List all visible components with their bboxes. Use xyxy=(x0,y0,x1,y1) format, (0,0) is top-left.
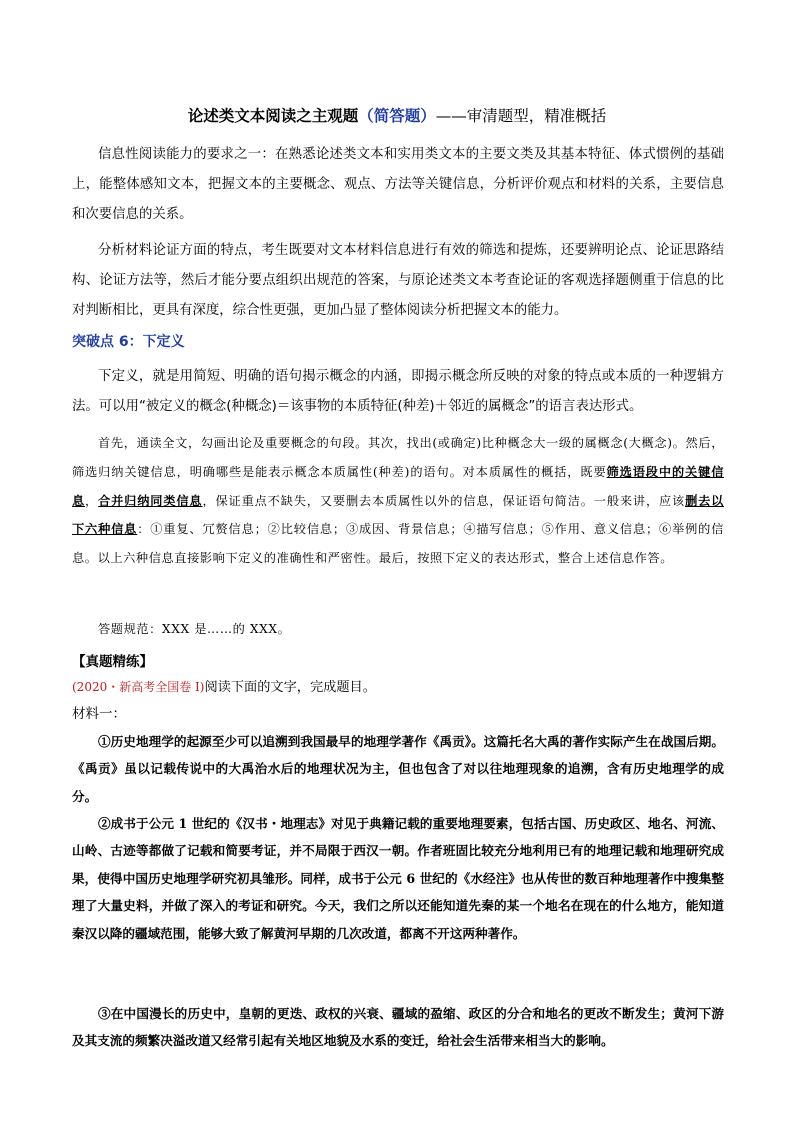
material-paragraph-2: ②成书于公元 1 世纪的《汉书・地理志》对见于典籍记载的重要地理要素，包括古国、历史政区、地名、河流、山岭、古迹等都做了记载和简要考证，并不局限于西汉一朝。作者班固比较充分地利用已有的地理记载和地理研究成果，使得中国历史地理学研究初具雏形。同样，成书于公元 6 世纪的《水经注》也从传世的数百种地理著作中搜集整理了大量史料，并做了深入的考证和研究。今天，我们之所以还能知道先秦的某一个地名在现在的什么地方，能知道秦汉以降的疆域范围，能够大致了解黄河早期的几次改道，都离不开这两种著作。 xyxy=(72,816,724,941)
method-underline-2: 合并归纳同类信息 xyxy=(98,493,203,508)
material-paragraph-1: ①历史地理学的起源至少可以追溯到我国最早的地理学著作《禹贡》。这篇托名大禹的著作实际产生在战国后期。《禹贡》虽以记载传说中的大禹治水后的地理状况为主，但也包含了对以往地理现象的追溯，含有历史地理学的成分。 xyxy=(72,734,724,804)
method-underline-3: 删去以下六种信息 xyxy=(72,493,724,537)
title-tail: ——审清题型，精准概括 xyxy=(435,107,607,125)
intro-paragraph-2: 分析材料论证方面的特点，考生既要对文本材料信息进行有效的筛选和提炼，还要辨明论点、论证思路结构、论证方法等，然后才能分要点组织出规范的答案，与原论述类文本考查论证的客观选择题侧重于信息的比对判断相比，更具有深度，综合性更强，更加凸显了整体阅读分析把握文本的能力。 xyxy=(72,243,724,318)
method-separator: ， xyxy=(85,493,99,508)
title-main: 论述类文本阅读之主观题 xyxy=(187,107,359,125)
material-label: 材料一： xyxy=(72,706,126,722)
definition-paragraph: 下定义，就是用简短、明确的语句揭示概念的内涵，即揭示概念所反映的对象的特点或本质的一种逻辑方法。可以用“被定义的概念(种概念)＝该事物的本质特征(种差)＋邻近的属概念”的语言表达形式。 xyxy=(72,369,724,414)
material-paragraph-3: ③在中国漫长的历史中，皇朝的更迭、政权的兴衰、疆域的盈缩、政区的分合和地名的更改不断发生；黄河下游及其支流的频繁决溢改道又经常引起有关地区地貌及水系的变迁，给社会生活带来相当大的影响。 xyxy=(72,1006,724,1049)
practice-heading: 【真题精练】 xyxy=(72,654,153,670)
method-text-2: ，保证重点不缺失，又要删去本质属性以外的信息，保证语句简洁。一般来讲，应该 xyxy=(202,493,686,508)
practice-source-line xyxy=(72,677,376,698)
title-paren: （简答题） xyxy=(358,107,436,125)
method-text-1: 首先，通读全文，勾画出论及重要概念的句段。其次，找出(或确定)比种概念大一级的属概念(大概念)。然后，筛选归纳关键信息，明确哪些是能表示概念本质属性(种差)的语句。对本质属性的概括，既要 xyxy=(72,436,724,479)
method-underline-1: 筛选语段中的关键信息 xyxy=(72,464,724,508)
page-title xyxy=(0,106,794,126)
method-text-3: ：①重复、冗赘信息；②比较信息；③成因、背景信息；④描写信息；⑤作用、意义信息；⑥举例的信息。以上六种信息直接影响下定义的准确性和严密性。最后，按照下定义的表达形式，整合上述信息作答。 xyxy=(72,522,725,566)
method-paragraph xyxy=(72,429,724,573)
answer-format: 答题规范：XXX 是……的 XXX。 xyxy=(98,622,291,636)
section-heading: 突破点 6：下定义 xyxy=(72,334,185,350)
intro-paragraph-1: 信息性阅读能力的要求之一：在熟悉论述类文本和实用类文本的主要文类及其基本特征、体式惯例的基础上，能整体感知文本，把握文本的主要概念、观点、方法等关键信息，分析评价观点和材料的关系，主要信息和次要信息的关系。 xyxy=(72,147,724,222)
practice-instruction: 阅读下面的文字，完成题目。 xyxy=(204,680,376,695)
exam-source: (2020・新高考全国卷 I) xyxy=(72,680,205,694)
